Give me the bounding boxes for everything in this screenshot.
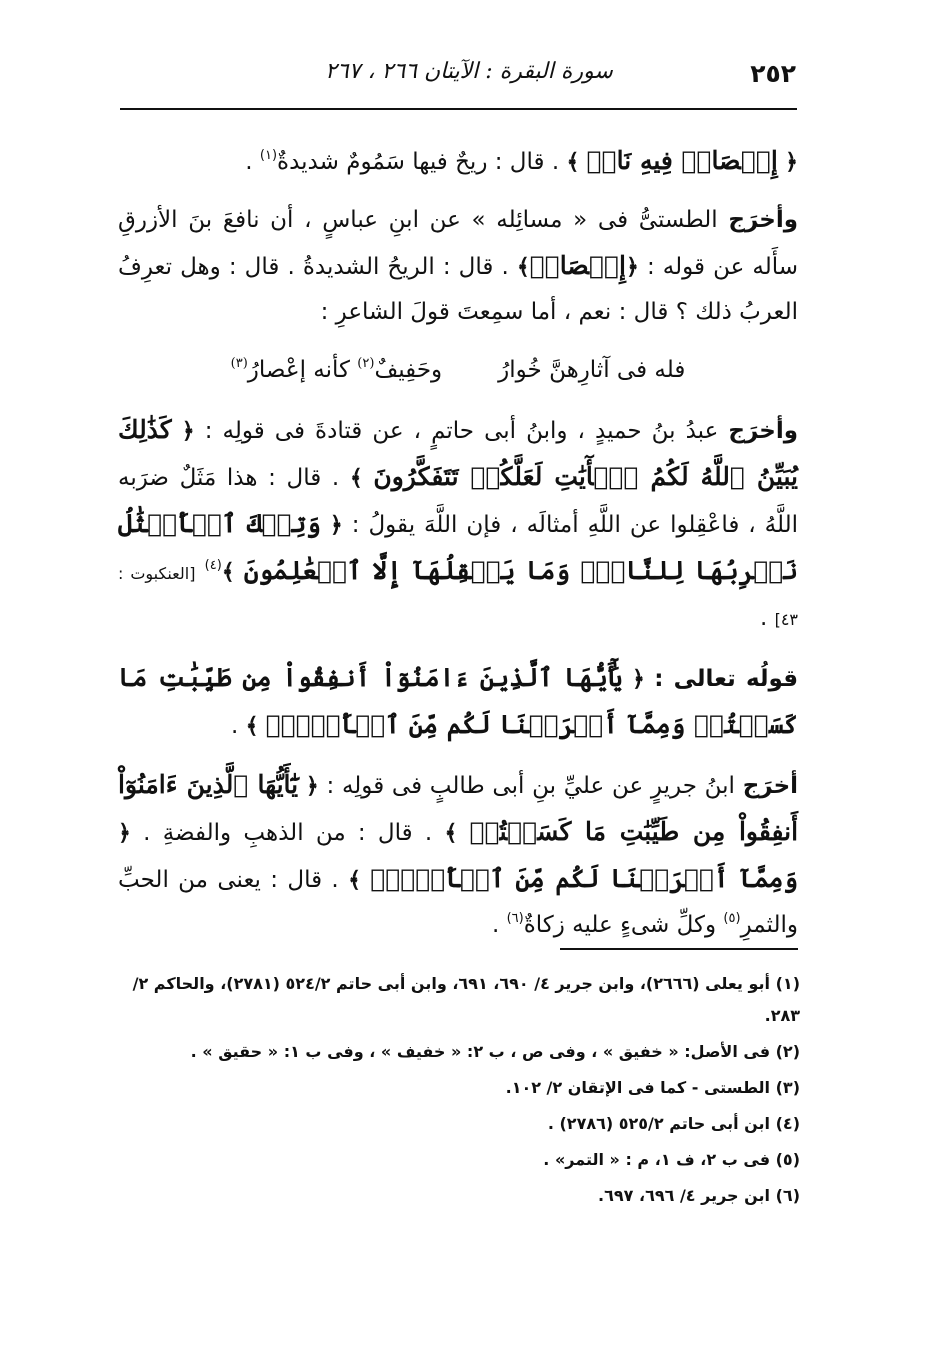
poem-verse xyxy=(118,348,798,393)
quran-verse: كَذَٰلِكَ يُبَيِّنُ ٱللَّهُ لَكُمُ ٱلۡأٓيَٰتِ لَعَلَّكُمۡ تَتَفَكَّرُونَ xyxy=(118,415,798,491)
quran-verse: وَتِلۡكَ ٱلۡأَمۡثَٰلُ نَضۡرِبُهَا لِلنَّاسِۖ وَمَا يَعۡقِلُهَآ إِلَّا ٱلۡعَٰلِمُونَ xyxy=(118,509,798,585)
poem-hemistich-left xyxy=(231,348,443,393)
quran-bracket-open: ﴿ xyxy=(181,418,195,444)
punctuation: . xyxy=(491,912,500,938)
quran-verse: يَٰٓأَيُّهَا ٱلَّذِينَ ءَامَنُوٓاْ أَنفِقُواْ مِن طَيِّبَٰتِ مَا كَسَبۡتُمۡ xyxy=(118,770,799,846)
quran-bracket-close: ﴾ xyxy=(348,867,361,893)
paragraph-lead: وأخرَج xyxy=(728,207,799,233)
punctuation: . xyxy=(230,713,239,739)
footnote-1: (١) أبو يعلى (٢٦٦٦)، وابن جرير ٤/ ٦٩٠، ٦٩١، وابن أبى حاتم ٥٢٤/٢ (٢٧٨١)، والحاكم ٢/ ٢٨٣. xyxy=(132,974,800,1025)
paragraph-5 xyxy=(118,762,798,948)
paragraph-text: . قال : من الذهبِ والفضةِ . xyxy=(143,820,433,846)
quran-citation: [العنكبوت : ٤٣] xyxy=(118,564,798,629)
paragraph-text: . قال : هذا مَثَلٌ ضرَبه اللَّهُ ، فاعْقِلوا عن اللَّهِ أمثالَه ، فإن اللَّهَ يقولُ : xyxy=(118,465,799,538)
quran-bracket-close: ﴾ xyxy=(516,254,530,280)
page-header xyxy=(120,55,796,99)
footnote-rule xyxy=(560,948,798,950)
footnote-marker: (٤) xyxy=(204,558,222,573)
quran-bracket-close: ﴾ xyxy=(444,820,458,846)
poem-hemistich-right xyxy=(498,348,685,393)
poem-text: وحَفِيفٌ xyxy=(374,357,443,383)
quran-bracket-close: ﴾ xyxy=(349,465,363,491)
punctuation: . xyxy=(759,605,768,631)
quran-bracket-close: ﴾ xyxy=(245,713,259,739)
quran-bracket-open: ﴿ xyxy=(118,820,131,846)
poem-text: فله فى آثارِهنَّ خُوارُ xyxy=(498,357,686,383)
paragraph-text: . قال : ريحٌ فيها سَمُومٌ شديدةٌ xyxy=(277,149,560,175)
quran-verse: يَٰٓأَيُّهَا ٱلَّذِينَ ءَامَنُوٓاْ أَنفِقُواْ مِن طَيِّبَٰتِ مَا كَسَبۡتُمۡ وَمِمَّآ أَخۡرَجۡنَا لَكُم مِّنَ ٱلۡأَرۡضِۖ xyxy=(118,663,798,739)
footnote-marker: (١) xyxy=(259,148,278,163)
poem-text: كأنه إعْصارُ xyxy=(247,357,350,383)
paragraph-lead: وأخرَج xyxy=(728,418,799,444)
footnote-2: (٢) فى الأصل: « خفيق » ، وفى ص ، ب ٢: « خفيف » ، وفى ب ١: « حقيق » . xyxy=(190,1042,800,1061)
footnote-marker: (٥) xyxy=(723,911,741,926)
footnote-marker: (٦) xyxy=(506,911,524,926)
quran-bracket-open: ﴿ xyxy=(305,773,319,799)
footnote-4: (٤) ابن أبى حاتم ٥٢٥/٢ (٢٧٨٦) . xyxy=(547,1114,800,1133)
quran-bracket-open: ﴿ xyxy=(631,666,645,692)
punctuation: . xyxy=(245,149,253,175)
main-text xyxy=(118,138,798,961)
paragraph-text: الطستىُّ فى « مسائِله » عن ابنِ عباسٍ ، أن نافعَ بنَ الأزرقِ سأَله عن قوله : xyxy=(118,207,799,280)
running-title: سورة البقرة : الآيتان ٢٦٦ ، ٢٦٧ xyxy=(325,59,613,84)
header-rule xyxy=(120,108,797,110)
footnote-6: (٦) ابن جرير ٤/ ٦٩٦، ٦٩٧. xyxy=(598,1186,800,1205)
quran-bracket-open: ﴿ xyxy=(785,149,798,175)
quran-verse: إِعۡصَارٞ xyxy=(529,251,626,280)
paragraph-text: . قال : يعنى من الحبِّ والثمرِ xyxy=(118,867,798,938)
quran-bracket-open: ﴿ xyxy=(626,254,639,280)
paragraph-text: وكلِّ شىءٍ عليه زكاةٌ xyxy=(523,912,717,938)
paragraph-lead: قولُه تعالى : xyxy=(654,666,799,692)
paragraph-text: . قال : الريحُ الشديدةُ . قال : وهل تعرِفُ العربُ ذلك ؟ قال : نعم ، أما سمِعتَ قولَ الشاعرِ : xyxy=(118,254,798,325)
paragraph-text: ابنُ جريرٍ عن عليِّ بنِ أبى طالبٍ فى قولِه : xyxy=(326,773,735,799)
footnote-3: (٣) الطستى - كما فى الإتقان ٢/ ١٠٢. xyxy=(505,1078,800,1097)
footnote-marker: (٣) xyxy=(230,356,248,371)
quran-bracket-open: ﴿ xyxy=(329,512,343,538)
quran-bracket-close: ﴾ xyxy=(221,559,235,585)
paragraph-2 xyxy=(118,198,798,335)
quran-verse: وَمِمَّآ أَخۡرَجۡنَا لَكُم مِّنَ ٱلۡأَرۡضِۖ xyxy=(370,864,799,893)
footnote-marker: (٢) xyxy=(357,356,375,371)
quran-verse: إِعۡصَارٞ فِيهِ نَارٞ xyxy=(586,146,778,175)
paragraph-lead: أخرَج xyxy=(742,773,799,799)
paragraph-3 xyxy=(118,407,798,642)
paragraph-1 xyxy=(118,138,798,185)
paragraph-4 xyxy=(118,655,798,749)
quran-bracket-close: ﴾ xyxy=(566,149,580,175)
footnote-5: (٥) فى ب ٢، ف ١، م : « التمر» . xyxy=(543,1150,800,1169)
paragraph-text: عبدُ بنُ حميدٍ ، وابنُ أبى حاتمٍ ، عن قتادةَ فى قولِه : xyxy=(204,418,719,444)
footnotes xyxy=(110,968,800,1216)
page-number: ٢٥٢ xyxy=(750,59,796,88)
